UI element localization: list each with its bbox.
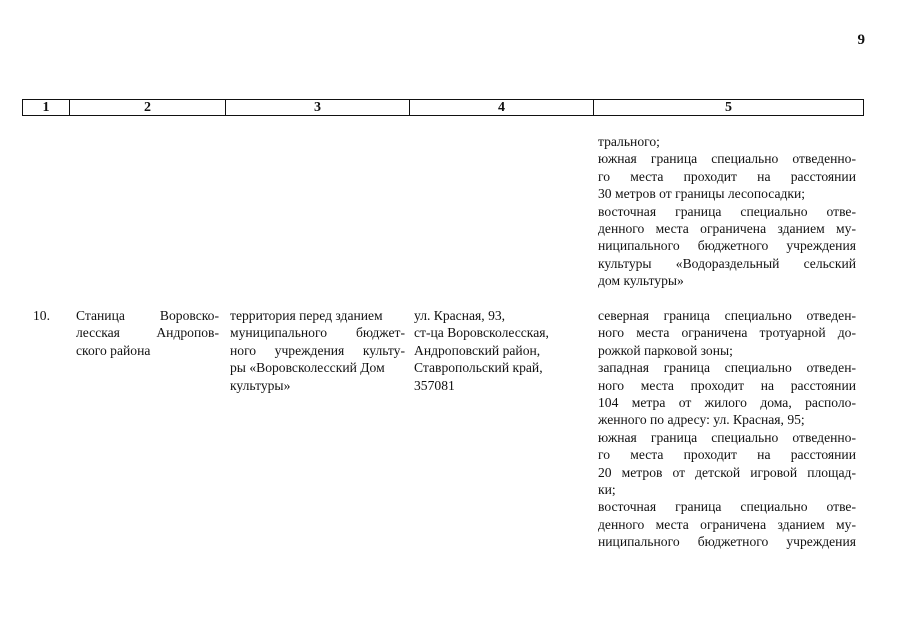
text-line: восточная граница специально отве- xyxy=(598,203,856,219)
row-number: 10. xyxy=(33,308,50,323)
text-line: ного учреждения культу- xyxy=(230,342,405,358)
text-line: 30 метров от границы лесопосадки; xyxy=(598,186,806,202)
text-line: го места проходит на расстоянии xyxy=(598,447,856,463)
text-line: рожкой парковой зоны; xyxy=(598,342,733,358)
text-line: западная граница специально отведен- xyxy=(598,360,856,376)
text-line: ского района xyxy=(76,342,151,358)
column-number-3: 3 xyxy=(226,100,410,116)
text-line: культуры» xyxy=(230,377,291,393)
continuation-text-column-5 xyxy=(598,133,856,290)
text-line: южная граница специально отведенно- xyxy=(598,429,856,445)
text-line: ул. Красная, 93, xyxy=(414,308,506,323)
text-line: 20 метров от детской игровой площад- xyxy=(598,464,856,480)
text-line: трального; xyxy=(598,134,660,149)
text-line: денного места ограничена зданием му- xyxy=(598,221,856,237)
text-line: восточная граница специально отве- xyxy=(598,499,856,515)
text-line: Станица Воровско- xyxy=(76,308,219,323)
text-line: территория перед зданием xyxy=(230,308,383,323)
text-line: 357081 xyxy=(414,377,455,393)
column-number-2: 2 xyxy=(70,100,226,116)
text-line: культуры «Водораздельный сельский xyxy=(598,255,856,271)
text-line: северная граница специально отведен- xyxy=(598,308,856,323)
text-line: ного места ограничена тротуарной до- xyxy=(598,325,856,341)
column-number-5: 5 xyxy=(594,100,864,116)
page-number: 9 xyxy=(857,32,865,48)
text-line: Андроповский район, xyxy=(414,342,541,358)
boundary-description xyxy=(598,307,856,551)
text-line: муниципального бюджет- xyxy=(230,325,405,341)
text-line: ниципального бюджетного учреждения xyxy=(598,238,856,254)
column-number-1: 1 xyxy=(23,100,70,116)
text-line: женного по адресу: ул. Красная, 95; xyxy=(598,412,805,428)
text-line: го места проходит на расстоянии xyxy=(598,168,856,184)
text-line: денного места ограничена зданием му- xyxy=(598,516,856,532)
address xyxy=(414,307,594,394)
location-description xyxy=(230,307,405,394)
table-header xyxy=(22,99,864,116)
text-line: ст-ца Воровсколесская, xyxy=(414,325,549,341)
text-line: Ставропольский край, xyxy=(414,360,543,376)
column-number-4: 4 xyxy=(410,100,594,116)
text-line: ниципального бюджетного учреждения xyxy=(598,534,856,550)
text-line: южная граница специально отведенно- xyxy=(598,151,856,167)
text-line: лесская Андропов- xyxy=(76,325,219,341)
text-line: дом культуры» xyxy=(598,273,684,289)
text-line: 104 метра от жилого дома, располо- xyxy=(598,395,856,411)
settlement-name xyxy=(76,307,219,359)
text-line: ры «Воровсколесский Дом xyxy=(230,360,385,376)
text-line: ного места проходит на расстоянии xyxy=(598,377,856,393)
text-line: ки; xyxy=(598,482,616,498)
